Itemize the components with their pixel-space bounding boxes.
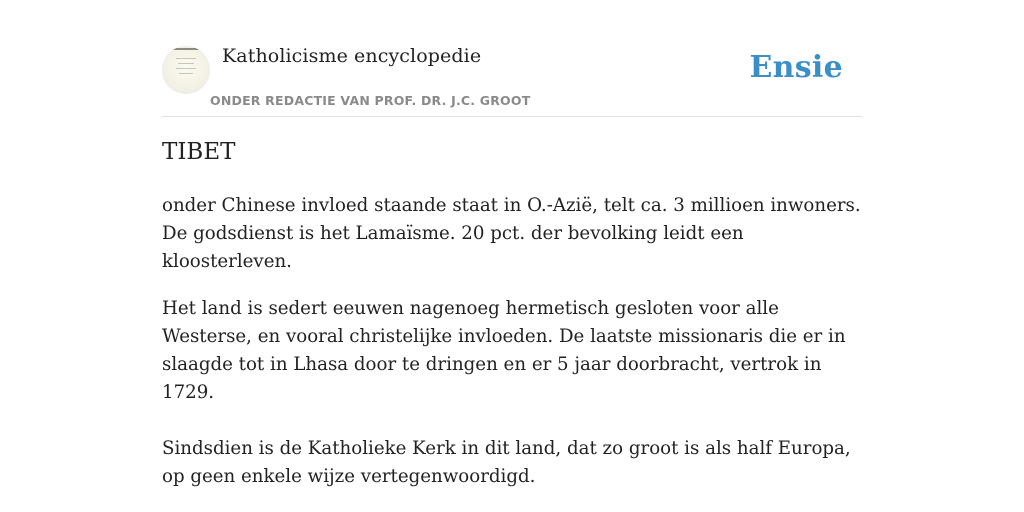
entry-paragraph: Sindsdien is de Katholieke Kerk in dit land, dat zo groot is als half Europa, op geen enkele wijze vertegenwoordigd. [162,438,851,487]
entry-body [162,192,862,491]
entry-paragraph: onder Chinese invloed staande staat in O.-Azië, telt ca. 3 millioen inwoners. De godsdienst is het Lamaïsme. 20 pct. der bevolking leidt een kloosterleven. [162,195,861,272]
brand-logo[interactable]: Ensie [749,50,843,85]
header [162,0,862,117]
editor-line: ONDER REDACTIE VAN PROF. DR. J.C. GROOT [210,93,531,108]
entry-paragraph: Het land is sedert eeuwen nagenoeg hermetisch gesloten voor alle Westerse, en vooral christelijke invloeden. De laatste missionaris die er in slaagde tot in Lhasa door te dringen en er 5 jaar doorbracht, vertrok in 1729. [162,298,846,403]
book-cover-thumbnail[interactable] [162,46,210,94]
entry-title: TIBET [162,139,236,165]
page [162,0,862,512]
book-title[interactable]: Katholicisme encyclopedie [222,45,482,67]
